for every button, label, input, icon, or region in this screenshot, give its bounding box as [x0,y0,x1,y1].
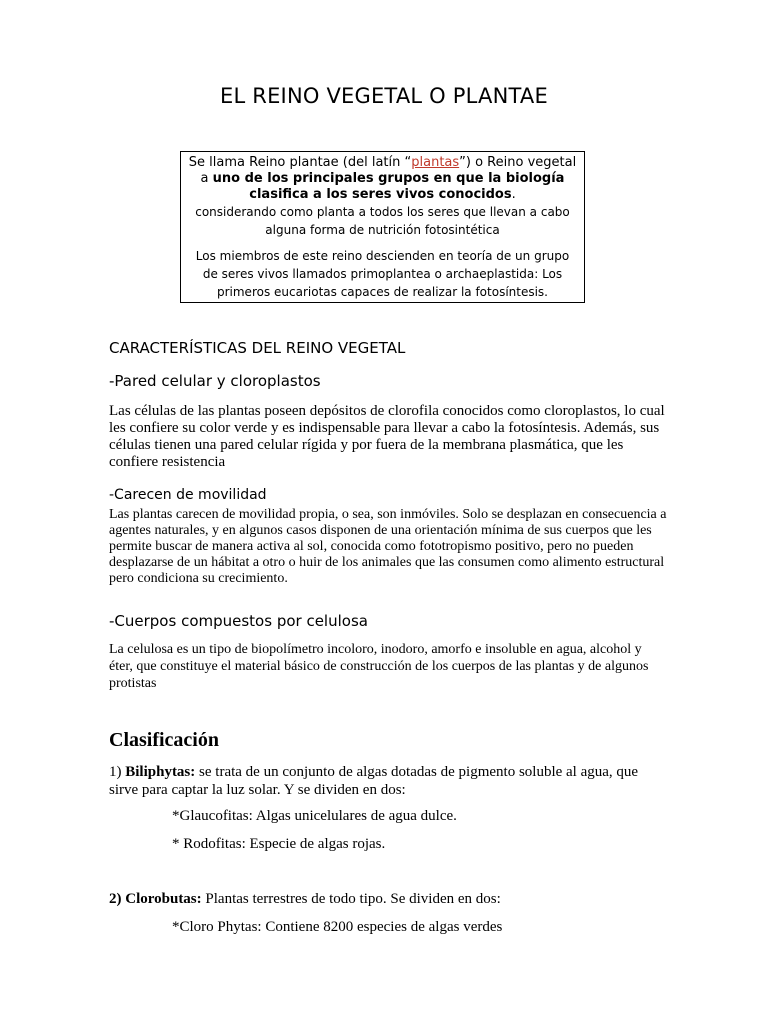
sub-item-clorophytas: *Cloro Phytas: Contiene 8200 especies de algas verdes [172,919,503,935]
item-text: se trata de un conjunto de algas dotadas de pigmento soluble al agua, que sirve para captar la luz solar. Y se dividen en dos: [109,764,639,798]
sub-item-glaucofitas: *Glaucofitas: Algas unicelulares de agua dulce. [172,808,457,824]
classification-item-1 [109,763,669,799]
subheading-celulosa: -Cuerpos compuestos por celulosa [109,612,368,630]
document-title: EL REINO VEGETAL O PLANTAE [220,84,548,108]
sub-item-rodofitas: * Rodofitas: Especie de algas rojas. [172,836,386,852]
paragraph-pared: Las células de las plantas poseen depósitos de clorofila conocidos como cloroplastos, lo cual les confiere su color verde y es indispensable para llevar a cabo la fotosíntesis. Además, sus células tienen una pared celular rígida y por fuera de la membrana plasmática, que les confiere resistencia [109,403,665,470]
intro-text: . [511,187,516,202]
classification-item-2 [109,891,501,908]
intro-text: Se llama Reino plantae (del latín “ [188,155,412,170]
classification-heading: Clasificación [109,729,219,751]
intro-box [180,151,585,303]
characteristics-heading: CARACTERÍSTICAS DEL REINO VEGETAL [109,339,406,357]
item-name: 2) Clorobutas: [109,891,202,907]
item-text: Plantas terrestres de todo tipo. Se dividen en dos: [201,891,501,907]
intro-text: ”) o Reino vegetal a [200,155,577,186]
intro-paragraph-3: Los miembros de este reino descienden en teoría de un grupo de seres vivos llamados primoplantea o archaeplastida: Los primeros eucariotas capaces de realizar la fotosíntesis. [195,249,570,299]
paragraph-movilidad: Las plantas carecen de movilidad propia, o sea, son inmóviles. Solo se desplazan en consecuencia a agentes naturales, y en algunos casos disponen de una orientación mínima de sus cuerpos que les permite buscar de manera activa al sol, conocida como fototropismo positivo, pero no pueden desplazarse de un hábitat a otro o huir de los animales que las consumen como alimento estructural pero condiciona su crecimiento. [109,507,667,586]
paragraph-celulosa: La celulosa es un tipo de biopolímetro incoloro, inodoro, amorfo e insoluble en agua, alcohol y éter, que constituye el material básico de construcción de los cuerpos de las plantas y de algunos protistas [109,642,649,691]
intro-bold-text: uno de los principales grupos en que la biología clasifica a los seres vivos conocidos [212,171,565,202]
subheading-pared: -Pared celular y cloroplastos [109,372,321,390]
intro-paragraph-2: considerando como planta a todos los seres que llevan a cabo alguna forma de nutrición fotosintética [195,205,570,237]
intro-paragraph-1 [187,155,578,203]
subheading-movilidad: -Carecen de movilidad [109,487,267,503]
item-number: 1) [109,764,126,780]
plantas-link[interactable]: plantas [411,155,460,170]
item-name: Biliphytas: [125,764,196,780]
